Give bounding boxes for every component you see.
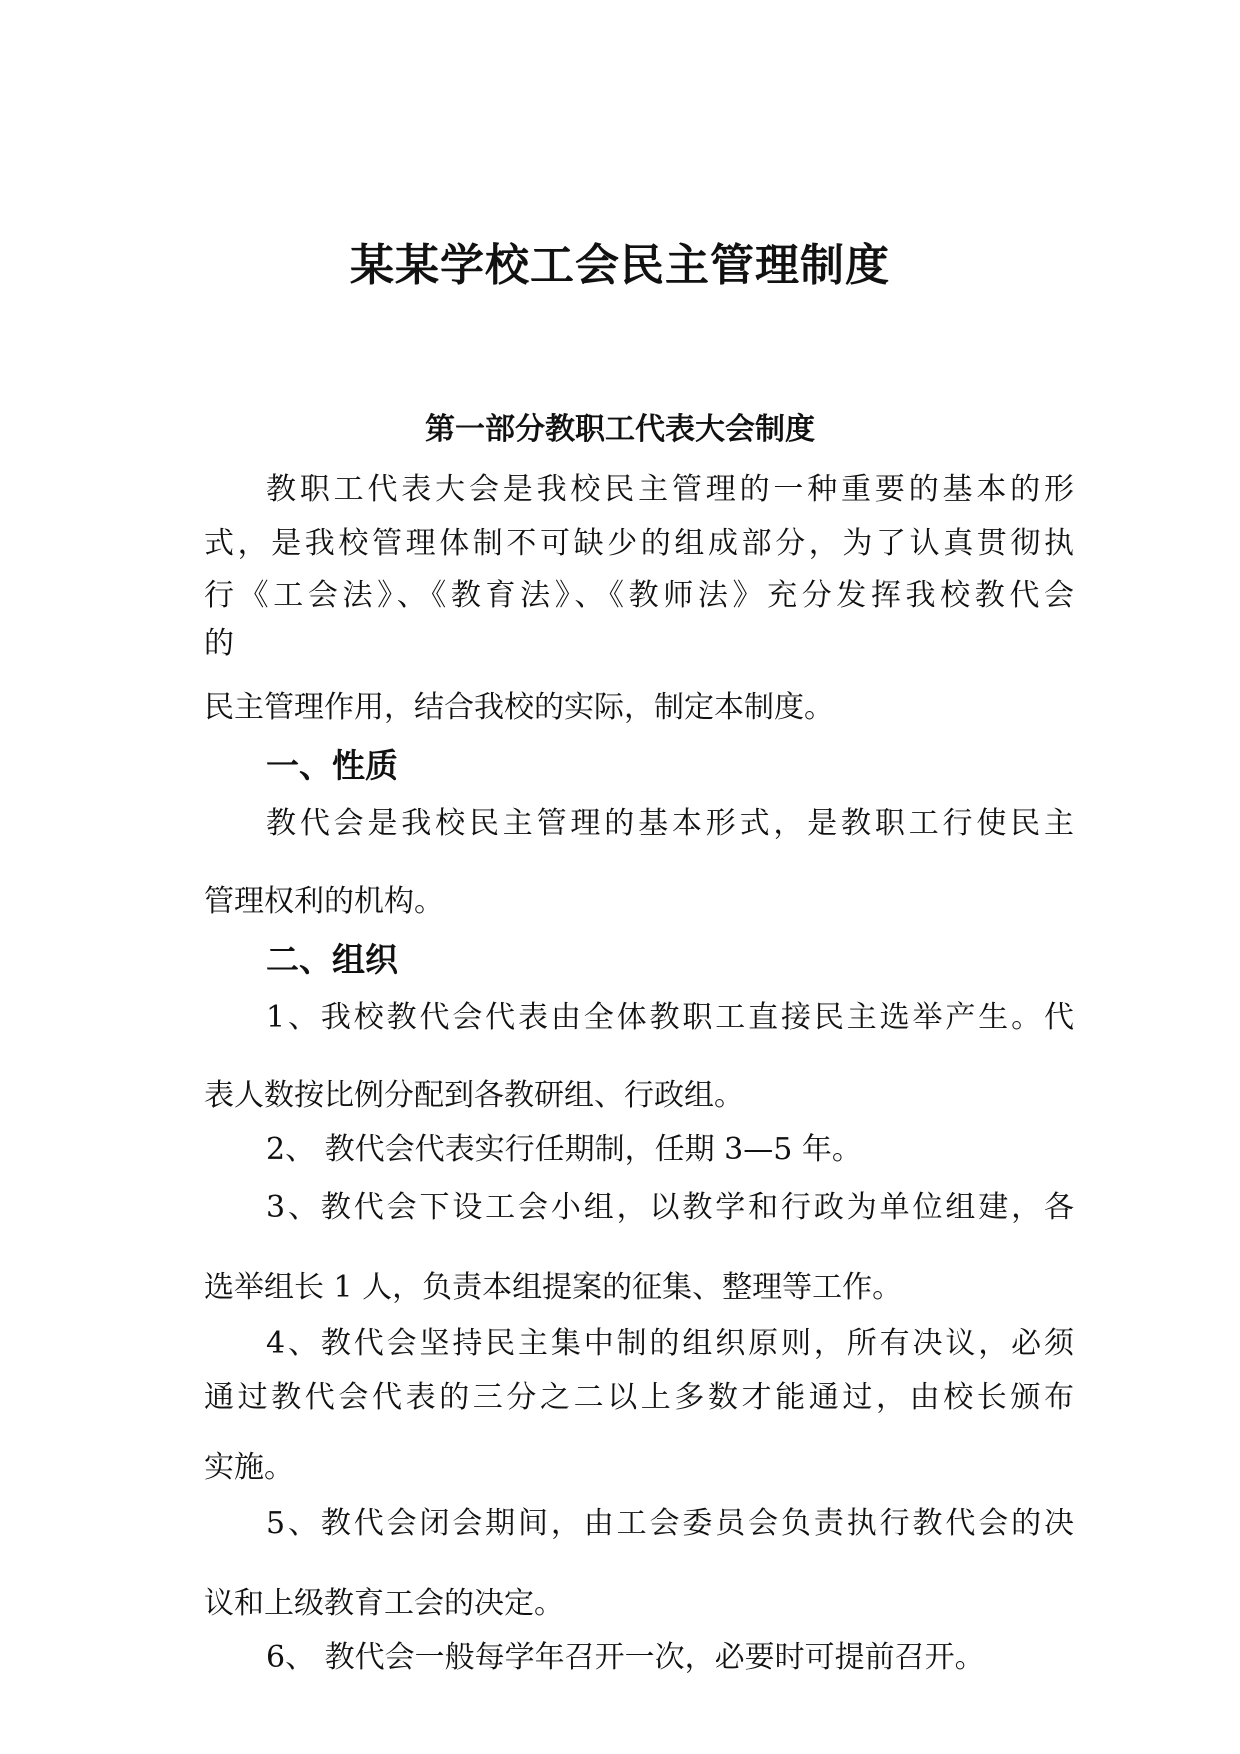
org-line-4: 3、教代会下设工会小组，以教学和行政为单位组建，各	[266, 1190, 1074, 1225]
org-line-7: 通过教代会代表的三分之二以上多数才能通过，由校长颁布	[204, 1380, 1074, 1415]
part-title: 第一部分教职工代表大会制度	[425, 412, 815, 447]
org-line-10: 议和上级教育工会的决定。	[204, 1586, 564, 1621]
org-line-6: 4、教代会坚持民主集中制的组织原则，所有决议，必须	[266, 1326, 1074, 1361]
intro-line-5: 民主管理作用，结合我校的实际，制定本制度。	[204, 690, 834, 725]
intro-line-1: 教职工代表大会是我校民主管理的一种重要的基本的形	[266, 472, 1074, 507]
nature-line-1: 教代会是我校民主管理的基本形式，是教职工行使民主	[266, 806, 1074, 841]
org-line-1: 1、我校教代会代表由全体教职工直接民主选举产生。代	[266, 1000, 1074, 1035]
org-line-5: 选举组长 1 人，负责本组提案的征集、整理等工作。	[204, 1270, 903, 1305]
intro-line-3: 行《工会法》、《教育法》、《教师法》充分发挥我校教代会	[204, 578, 1074, 613]
intro-line-4: 的	[204, 626, 234, 661]
section-heading-organization: 二、组织	[266, 940, 398, 979]
org-line-3: 2、 教代会代表实行任期制，任期 3—5 年。	[266, 1132, 862, 1167]
nature-line-2: 管理权利的机构。	[204, 884, 444, 919]
org-line-9: 5、教代会闭会期间，由工会委员会负责执行教代会的决	[266, 1506, 1074, 1541]
intro-line-2: 式，是我校管理体制不可缺少的组成部分，为了认真贯彻执	[204, 526, 1074, 561]
org-line-8: 实施。	[204, 1450, 294, 1485]
org-line-11: 6、 教代会一般每学年召开一次，必要时可提前召开。	[266, 1640, 985, 1675]
section-heading-nature: 一、性质	[266, 746, 398, 785]
document-title: 某某学校工会民主管理制度	[350, 240, 890, 291]
org-line-2: 表人数按比例分配到各教研组、行政组。	[204, 1078, 744, 1113]
